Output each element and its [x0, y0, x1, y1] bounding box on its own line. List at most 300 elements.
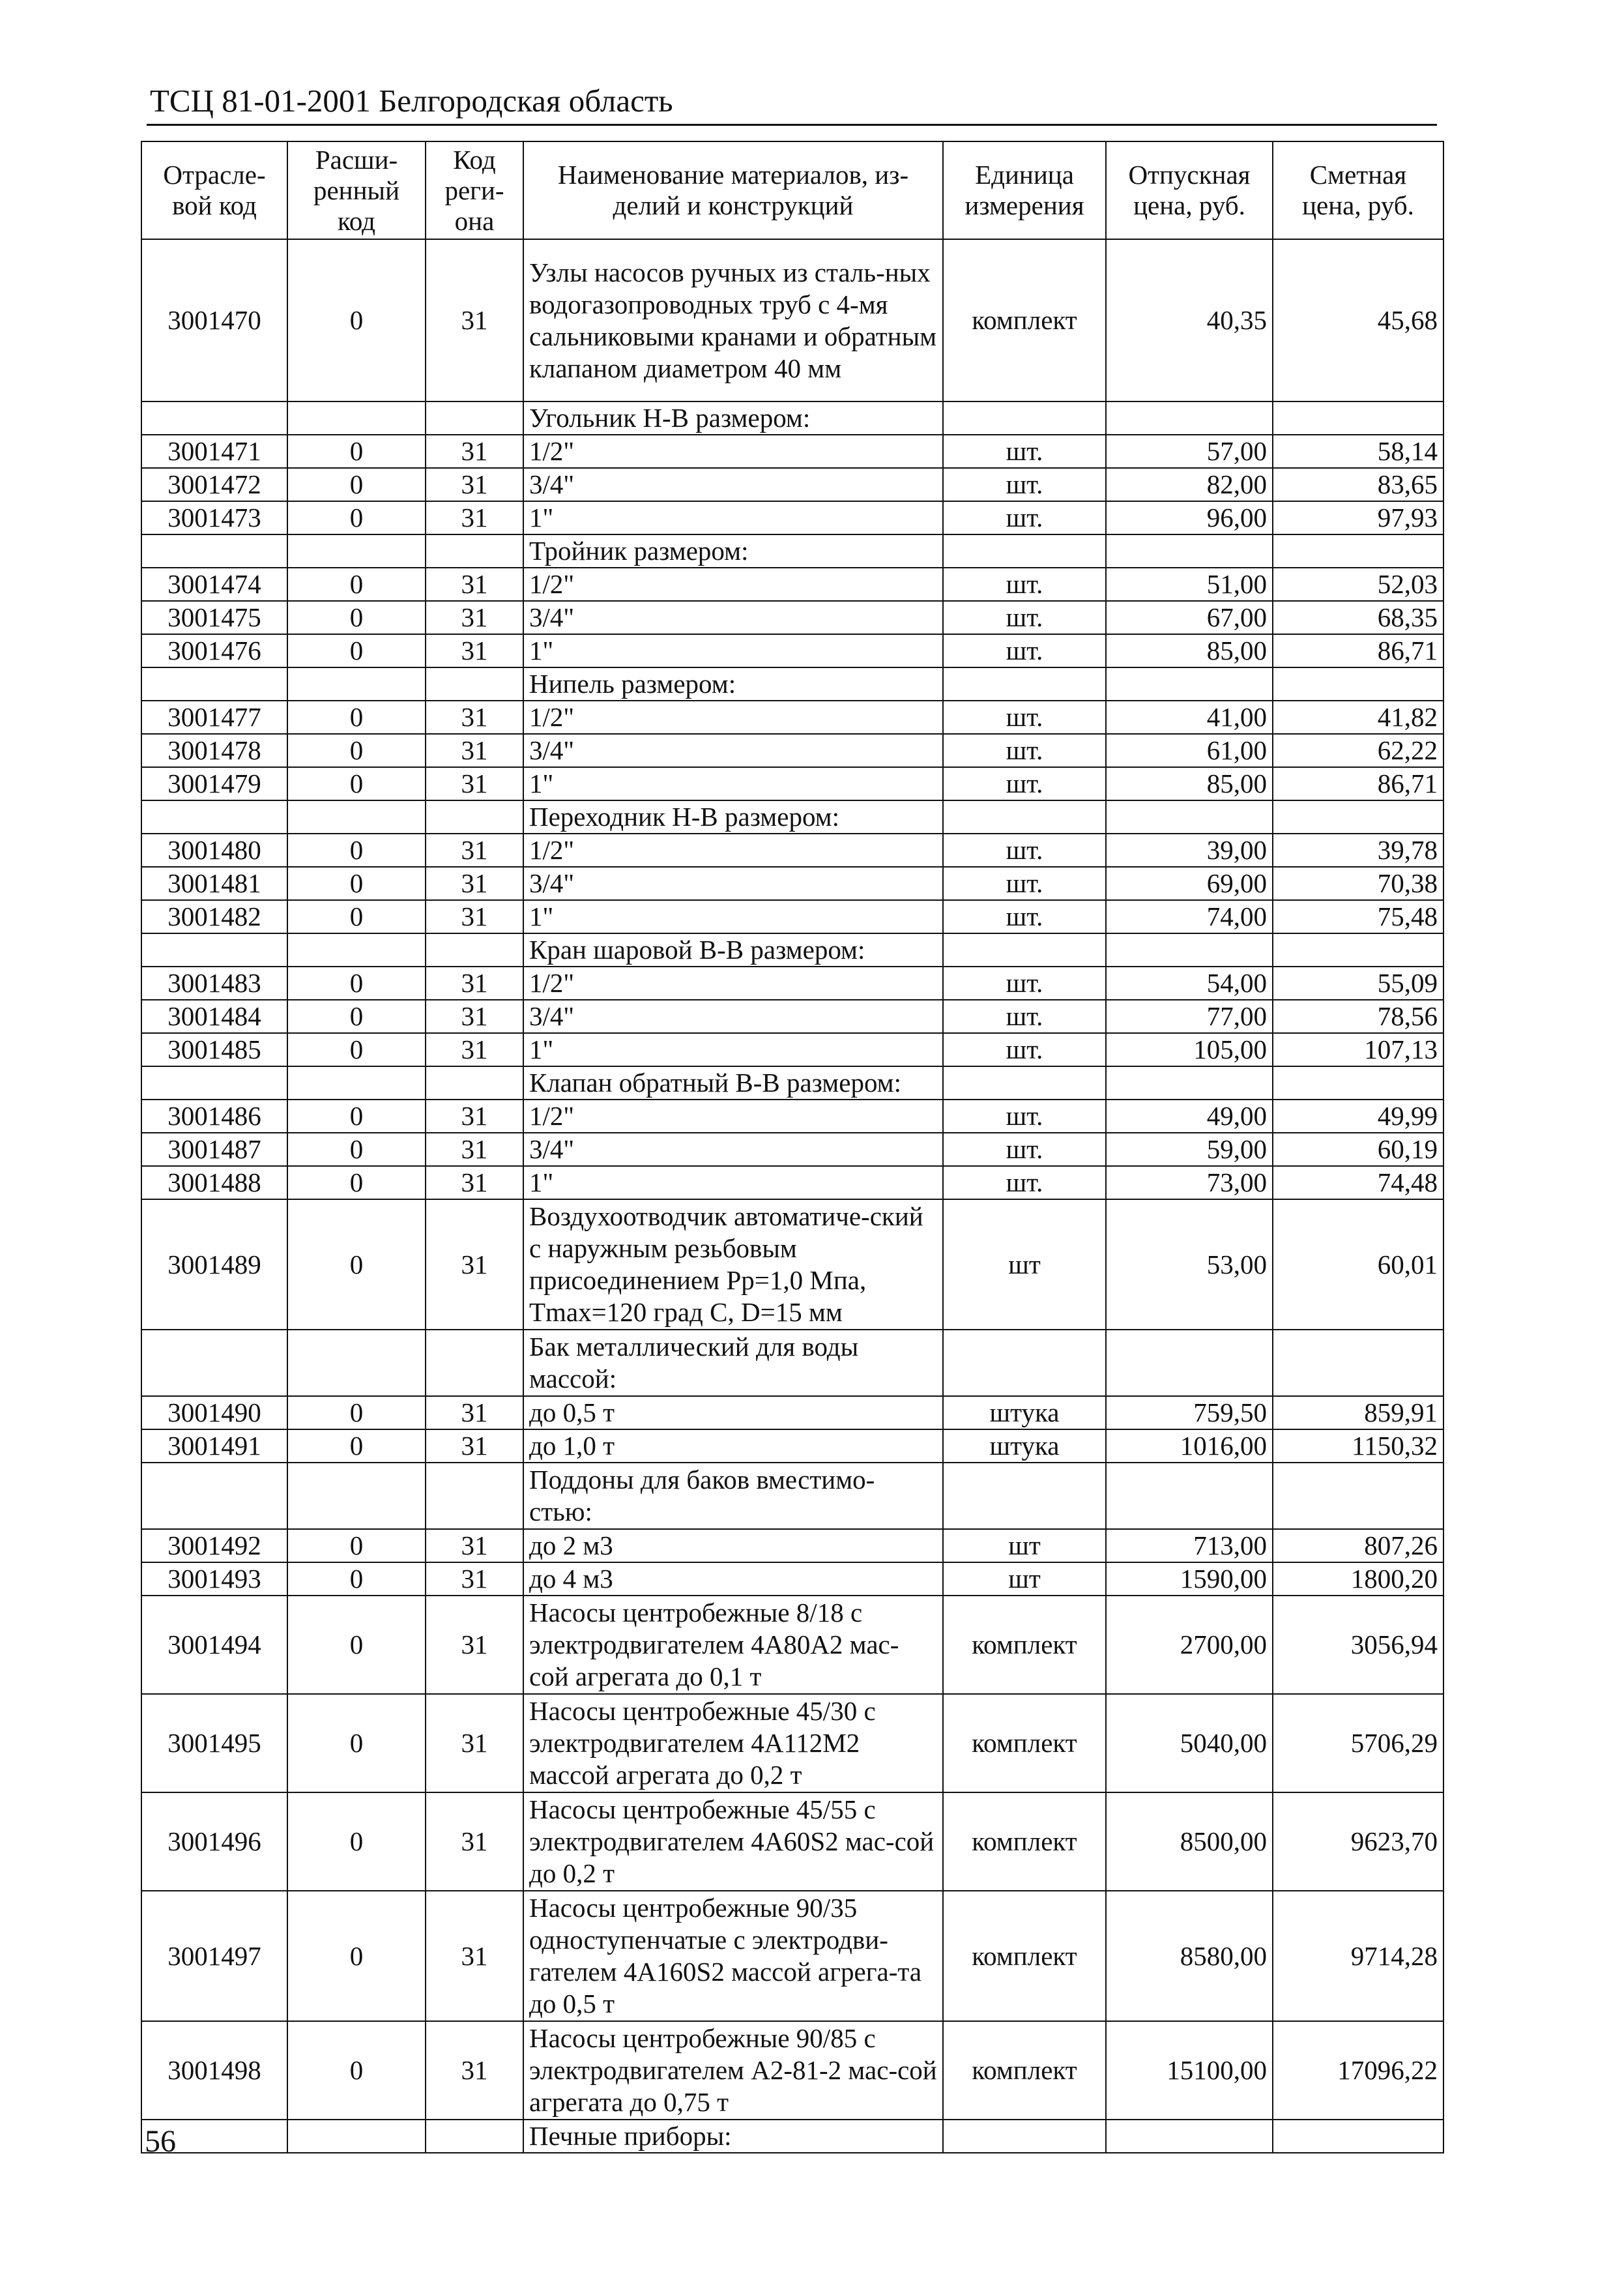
table-row — [141, 601, 1443, 634]
price-table — [141, 141, 1444, 2153]
page-number: 56 — [145, 2124, 176, 2159]
group-heading-row — [141, 933, 1443, 967]
table-row — [141, 1133, 1443, 1166]
material-name-cell: до 0,5 т — [523, 1396, 943, 1429]
unit-cell: шт. — [943, 767, 1106, 800]
region-code-cell: 31 — [426, 1033, 523, 1066]
region-code-cell: 31 — [426, 2021, 523, 2120]
release-price-cell: 61,00 — [1106, 734, 1273, 767]
unit-cell: штука — [943, 1396, 1106, 1429]
table-row — [141, 2021, 1443, 2120]
estimate-price-cell: 62,22 — [1273, 734, 1443, 767]
empty-cell — [426, 1463, 523, 1529]
release-price-cell: 82,00 — [1106, 468, 1273, 501]
empty-cell — [287, 1463, 426, 1529]
extended-code-cell: 0 — [287, 468, 426, 501]
industry-code-cell: 3001491 — [141, 1429, 287, 1463]
extended-code-cell: 0 — [287, 1596, 426, 1694]
group-heading: Нипель размером: — [523, 667, 943, 701]
group-heading-row — [141, 800, 1443, 834]
industry-code-cell: 3001475 — [141, 601, 287, 634]
industry-code-cell: 3001483 — [141, 967, 287, 1000]
estimate-price-cell: 68,35 — [1273, 601, 1443, 634]
table-row — [141, 967, 1443, 1000]
empty-cell — [1106, 401, 1273, 435]
table-row — [141, 1529, 1443, 1562]
material-name-cell: 3/4" — [523, 468, 943, 501]
extended-code-cell: 0 — [287, 568, 426, 601]
empty-cell — [943, 2120, 1106, 2153]
release-price-cell: 1590,00 — [1106, 1562, 1273, 1596]
empty-cell — [1273, 1463, 1443, 1529]
industry-code-cell: 3001487 — [141, 1133, 287, 1166]
material-name-cell: 1/2" — [523, 834, 943, 867]
industry-code-cell: 3001481 — [141, 867, 287, 900]
empty-cell — [287, 534, 426, 568]
material-name-cell: 1/2" — [523, 967, 943, 1000]
empty-cell — [1106, 800, 1273, 834]
unit-cell: шт. — [943, 1166, 1106, 1199]
release-price-cell: 15100,00 — [1106, 2021, 1273, 2120]
material-name-cell: 1" — [523, 1166, 943, 1199]
group-heading: Угольник Н-В размером: — [523, 401, 943, 435]
region-code-cell: 31 — [426, 239, 523, 401]
estimate-price-cell: 60,19 — [1273, 1133, 1443, 1166]
material-name-cell: 1/2" — [523, 568, 943, 601]
industry-code-cell: 3001472 — [141, 468, 287, 501]
empty-cell — [287, 1330, 426, 1396]
region-code-cell: 31 — [426, 1396, 523, 1429]
table-row — [141, 568, 1443, 601]
empty-cell — [141, 1330, 287, 1396]
unit-cell: шт. — [943, 568, 1106, 601]
unit-cell: комплект — [943, 1694, 1106, 1792]
region-code-cell: 31 — [426, 1166, 523, 1199]
industry-code-cell: 3001488 — [141, 1166, 287, 1199]
empty-cell — [1273, 800, 1443, 834]
empty-cell — [1106, 2120, 1273, 2153]
release-price-cell: 54,00 — [1106, 967, 1273, 1000]
extended-code-cell: 0 — [287, 834, 426, 867]
table-row — [141, 834, 1443, 867]
estimate-price-cell: 9623,70 — [1273, 1792, 1443, 1891]
estimate-price-cell: 807,26 — [1273, 1529, 1443, 1562]
table-row — [141, 1166, 1443, 1199]
estimate-price-cell: 78,56 — [1273, 1000, 1443, 1033]
extended-code-cell: 0 — [287, 1100, 426, 1133]
unit-cell: шт. — [943, 1133, 1106, 1166]
estimate-price-cell: 859,91 — [1273, 1396, 1443, 1429]
table-row — [141, 767, 1443, 800]
table-row — [141, 1694, 1443, 1792]
region-code-cell: 31 — [426, 867, 523, 900]
material-name-cell: 1" — [523, 634, 943, 667]
region-code-cell: 31 — [426, 1133, 523, 1166]
unit-cell: шт. — [943, 1033, 1106, 1066]
unit-cell: шт. — [943, 967, 1106, 1000]
extended-code-cell: 0 — [287, 1133, 426, 1166]
release-price-cell: 8580,00 — [1106, 1891, 1273, 2021]
empty-cell — [287, 667, 426, 701]
empty-cell — [426, 534, 523, 568]
table-row — [141, 734, 1443, 767]
release-price-cell: 105,00 — [1106, 1033, 1273, 1066]
group-heading: Кран шаровой В-В размером: — [523, 933, 943, 967]
release-price-cell: 49,00 — [1106, 1100, 1273, 1133]
table-row — [141, 900, 1443, 933]
empty-cell — [141, 800, 287, 834]
extended-code-cell: 0 — [287, 2021, 426, 2120]
material-name-cell: 1/2" — [523, 435, 943, 468]
material-name-cell: 3/4" — [523, 601, 943, 634]
industry-code-cell: 3001476 — [141, 634, 287, 667]
release-price-cell: 2700,00 — [1106, 1596, 1273, 1694]
estimate-price-cell: 3056,94 — [1273, 1596, 1443, 1694]
industry-code-cell: 3001486 — [141, 1100, 287, 1133]
table-row — [141, 1033, 1443, 1066]
empty-cell — [943, 1463, 1106, 1529]
column-header-release-price: Отпускная цена, руб. — [1106, 141, 1273, 239]
group-heading-row — [141, 401, 1443, 435]
extended-code-cell: 0 — [287, 1429, 426, 1463]
region-code-cell: 31 — [426, 634, 523, 667]
empty-cell — [426, 2120, 523, 2153]
unit-cell: шт. — [943, 1000, 1106, 1033]
table-row — [141, 1792, 1443, 1891]
unit-cell: шт. — [943, 734, 1106, 767]
region-code-cell: 31 — [426, 1792, 523, 1891]
unit-cell: комплект — [943, 1792, 1106, 1891]
empty-cell — [943, 1066, 1106, 1100]
extended-code-cell: 0 — [287, 435, 426, 468]
extended-code-cell: 0 — [287, 1396, 426, 1429]
estimate-price-cell: 58,14 — [1273, 435, 1443, 468]
empty-cell — [426, 933, 523, 967]
unit-cell: шт. — [943, 435, 1106, 468]
extended-code-cell: 0 — [287, 239, 426, 401]
industry-code-cell: 3001496 — [141, 1792, 287, 1891]
group-heading: Печные приборы: — [523, 2120, 943, 2153]
release-price-cell: 96,00 — [1106, 501, 1273, 534]
empty-cell — [287, 2120, 426, 2153]
industry-code-cell: 3001484 — [141, 1000, 287, 1033]
empty-cell — [141, 667, 287, 701]
unit-cell: шт — [943, 1199, 1106, 1330]
extended-code-cell: 0 — [287, 967, 426, 1000]
industry-code-cell: 3001477 — [141, 701, 287, 734]
estimate-price-cell: 39,78 — [1273, 834, 1443, 867]
extended-code-cell: 0 — [287, 1166, 426, 1199]
column-header-unit: Единица измерения — [943, 141, 1106, 239]
empty-cell — [141, 933, 287, 967]
table-row — [141, 634, 1443, 667]
table-row — [141, 1429, 1443, 1463]
industry-code-cell: 3001497 — [141, 1891, 287, 2021]
unit-cell: комплект — [943, 2021, 1106, 2120]
estimate-price-cell: 45,68 — [1273, 239, 1443, 401]
page-header — [147, 77, 1437, 126]
unit-cell: шт. — [943, 634, 1106, 667]
empty-cell — [1106, 667, 1273, 701]
industry-code-cell: 3001492 — [141, 1529, 287, 1562]
unit-cell: комплект — [943, 1596, 1106, 1694]
empty-cell — [426, 401, 523, 435]
unit-cell: шт. — [943, 1100, 1106, 1133]
empty-cell — [141, 401, 287, 435]
release-price-cell: 40,35 — [1106, 239, 1273, 401]
empty-cell — [943, 667, 1106, 701]
extended-code-cell: 0 — [287, 867, 426, 900]
region-code-cell: 31 — [426, 1199, 523, 1330]
empty-cell — [1106, 534, 1273, 568]
material-name-cell: 3/4" — [523, 734, 943, 767]
extended-code-cell: 0 — [287, 1000, 426, 1033]
table-row — [141, 867, 1443, 900]
empty-cell — [426, 1066, 523, 1100]
unit-cell: шт. — [943, 867, 1106, 900]
empty-cell — [141, 534, 287, 568]
group-heading-row — [141, 1330, 1443, 1396]
region-code-cell: 31 — [426, 435, 523, 468]
table-row — [141, 1000, 1443, 1033]
release-price-cell: 5040,00 — [1106, 1694, 1273, 1792]
region-code-cell: 31 — [426, 967, 523, 1000]
material-name-cell: 1" — [523, 767, 943, 800]
unit-cell: шт. — [943, 501, 1106, 534]
table-row — [141, 501, 1443, 534]
material-name-cell: Насосы центробежные 8/18 с электродвигателем 4А80А2 мас-сой агрегата до 0,1 т — [523, 1596, 943, 1694]
unit-cell: шт — [943, 1529, 1106, 1562]
unit-cell: шт. — [943, 701, 1106, 734]
empty-cell — [943, 1330, 1106, 1396]
industry-code-cell: 3001489 — [141, 1199, 287, 1330]
industry-code-cell: 3001470 — [141, 239, 287, 401]
industry-code-cell: 3001490 — [141, 1396, 287, 1429]
table-body — [141, 239, 1443, 2153]
industry-code-cell: 3001495 — [141, 1694, 287, 1792]
material-name-cell: 3/4" — [523, 867, 943, 900]
release-price-cell: 51,00 — [1106, 568, 1273, 601]
material-name-cell: 1/2" — [523, 701, 943, 734]
extended-code-cell: 0 — [287, 1562, 426, 1596]
material-name-cell: до 2 м3 — [523, 1529, 943, 1562]
estimate-price-cell: 74,48 — [1273, 1166, 1443, 1199]
empty-cell — [287, 401, 426, 435]
column-header-extended-code: Расши-ренный код — [287, 141, 426, 239]
release-price-cell: 85,00 — [1106, 767, 1273, 800]
extended-code-cell: 0 — [287, 1529, 426, 1562]
empty-cell — [426, 667, 523, 701]
industry-code-cell: 3001471 — [141, 435, 287, 468]
estimate-price-cell: 107,13 — [1273, 1033, 1443, 1066]
region-code-cell: 31 — [426, 1429, 523, 1463]
empty-cell — [1273, 2120, 1443, 2153]
table-row — [141, 468, 1443, 501]
extended-code-cell: 0 — [287, 1891, 426, 2021]
empty-cell — [287, 933, 426, 967]
group-heading: Поддоны для баков вместимо-стью: — [523, 1463, 943, 1529]
region-code-cell: 31 — [426, 1529, 523, 1562]
estimate-price-cell: 75,48 — [1273, 900, 1443, 933]
release-price-cell: 1016,00 — [1106, 1429, 1273, 1463]
industry-code-cell: 3001498 — [141, 2021, 287, 2120]
material-name-cell: до 1,0 т — [523, 1429, 943, 1463]
group-heading-row — [141, 534, 1443, 568]
empty-cell — [1106, 1066, 1273, 1100]
release-price-cell: 67,00 — [1106, 601, 1273, 634]
empty-cell — [1273, 401, 1443, 435]
empty-cell — [943, 401, 1106, 435]
column-header-industry-code: Отрасле-вой код — [141, 141, 287, 239]
estimate-price-cell: 17096,22 — [1273, 2021, 1443, 2120]
column-header-estimate-price: Сметная цена, руб. — [1273, 141, 1443, 239]
document-title: ТСЦ 81-01-2001 Белгородская область — [150, 83, 673, 119]
unit-cell: комплект — [943, 239, 1106, 401]
empty-cell — [141, 1463, 287, 1529]
material-name-cell: Насосы центробежные 90/35 одноступенчатые с электродви-гателем 4А160S2 массой агрега-та до 0,5 т — [523, 1891, 943, 2021]
extended-code-cell: 0 — [287, 1033, 426, 1066]
release-price-cell: 73,00 — [1106, 1166, 1273, 1199]
group-heading-row — [141, 2120, 1443, 2153]
material-name-cell: Насосы центробежные 90/85 с электродвигателем А2-81-2 мас-сой агрегата до 0,75 т — [523, 2021, 943, 2120]
extended-code-cell: 0 — [287, 634, 426, 667]
material-name-cell: Насосы центробежные 45/55 с электродвигателем 4А60S2 мас-сой до 0,2 т — [523, 1792, 943, 1891]
material-name-cell: 1" — [523, 501, 943, 534]
empty-cell — [1273, 1066, 1443, 1100]
empty-cell — [287, 1066, 426, 1100]
release-price-cell: 74,00 — [1106, 900, 1273, 933]
group-heading-row — [141, 667, 1443, 701]
table-row — [141, 1396, 1443, 1429]
group-heading: Бак металлический для воды массой: — [523, 1330, 943, 1396]
empty-cell — [943, 800, 1106, 834]
region-code-cell: 31 — [426, 601, 523, 634]
release-price-cell: 713,00 — [1106, 1529, 1273, 1562]
region-code-cell: 31 — [426, 1596, 523, 1694]
release-price-cell: 77,00 — [1106, 1000, 1273, 1033]
estimate-price-cell: 1800,20 — [1273, 1562, 1443, 1596]
column-header-region-code: Код реги-она — [426, 141, 523, 239]
material-name-cell: Насосы центробежные 45/30 с электродвигателем 4А112М2 массой агрегата до 0,2 т — [523, 1694, 943, 1792]
extended-code-cell: 0 — [287, 734, 426, 767]
release-price-cell: 57,00 — [1106, 435, 1273, 468]
group-heading-row — [141, 1463, 1443, 1529]
empty-cell — [426, 1330, 523, 1396]
table-row — [141, 1891, 1443, 2021]
industry-code-cell: 3001473 — [141, 501, 287, 534]
release-price-cell: 8500,00 — [1106, 1792, 1273, 1891]
table-row — [141, 701, 1443, 734]
group-heading: Переходник Н-В размером: — [523, 800, 943, 834]
region-code-cell: 31 — [426, 900, 523, 933]
extended-code-cell: 0 — [287, 900, 426, 933]
empty-cell — [1106, 933, 1273, 967]
release-price-cell: 69,00 — [1106, 867, 1273, 900]
estimate-price-cell: 1150,32 — [1273, 1429, 1443, 1463]
table-row — [141, 1562, 1443, 1596]
group-heading-row — [141, 1066, 1443, 1100]
unit-cell: шт. — [943, 601, 1106, 634]
estimate-price-cell: 70,38 — [1273, 867, 1443, 900]
region-code-cell: 31 — [426, 1100, 523, 1133]
group-heading: Тройник размером: — [523, 534, 943, 568]
region-code-cell: 31 — [426, 468, 523, 501]
industry-code-cell: 3001474 — [141, 568, 287, 601]
table-header-row — [141, 141, 1443, 239]
industry-code-cell: 3001482 — [141, 900, 287, 933]
empty-cell — [1106, 1330, 1273, 1396]
region-code-cell: 31 — [426, 568, 523, 601]
industry-code-cell: 3001480 — [141, 834, 287, 867]
region-code-cell: 31 — [426, 1000, 523, 1033]
extended-code-cell: 0 — [287, 1199, 426, 1330]
table-row — [141, 1596, 1443, 1694]
extended-code-cell: 0 — [287, 1694, 426, 1792]
estimate-price-cell: 86,71 — [1273, 634, 1443, 667]
industry-code-cell: 3001493 — [141, 1562, 287, 1596]
region-code-cell: 31 — [426, 501, 523, 534]
release-price-cell: 41,00 — [1106, 701, 1273, 734]
release-price-cell: 59,00 — [1106, 1133, 1273, 1166]
unit-cell: штука — [943, 1429, 1106, 1463]
table-row — [141, 239, 1443, 401]
unit-cell: комплект — [943, 1891, 1106, 2021]
region-code-cell: 31 — [426, 1562, 523, 1596]
unit-cell: шт. — [943, 468, 1106, 501]
empty-cell — [1273, 667, 1443, 701]
industry-code-cell: 3001494 — [141, 1596, 287, 1694]
empty-cell — [287, 800, 426, 834]
table-row — [141, 1100, 1443, 1133]
estimate-price-cell: 41,82 — [1273, 701, 1443, 734]
estimate-price-cell: 60,01 — [1273, 1199, 1443, 1330]
unit-cell: шт — [943, 1562, 1106, 1596]
empty-cell — [1273, 1330, 1443, 1396]
region-code-cell: 31 — [426, 701, 523, 734]
empty-cell — [943, 534, 1106, 568]
release-price-cell: 759,50 — [1106, 1396, 1273, 1429]
group-heading: Клапан обратный В-В размером: — [523, 1066, 943, 1100]
region-code-cell: 31 — [426, 1891, 523, 2021]
region-code-cell: 31 — [426, 1694, 523, 1792]
industry-code-cell: 3001479 — [141, 767, 287, 800]
extended-code-cell: 0 — [287, 767, 426, 800]
estimate-price-cell: 55,09 — [1273, 967, 1443, 1000]
empty-cell — [943, 933, 1106, 967]
industry-code-cell: 3001485 — [141, 1033, 287, 1066]
extended-code-cell: 0 — [287, 501, 426, 534]
industry-code-cell: 3001478 — [141, 734, 287, 767]
release-price-cell: 39,00 — [1106, 834, 1273, 867]
extended-code-cell: 0 — [287, 601, 426, 634]
region-code-cell: 31 — [426, 767, 523, 800]
release-price-cell: 85,00 — [1106, 634, 1273, 667]
estimate-price-cell: 5706,29 — [1273, 1694, 1443, 1792]
estimate-price-cell: 52,03 — [1273, 568, 1443, 601]
extended-code-cell: 0 — [287, 1792, 426, 1891]
estimate-price-cell: 9714,28 — [1273, 1891, 1443, 2021]
unit-cell: шт. — [943, 900, 1106, 933]
estimate-price-cell: 97,93 — [1273, 501, 1443, 534]
column-header-material-name: Наименование материалов, из-делий и конструкций — [523, 141, 943, 239]
table-row — [141, 1199, 1443, 1330]
estimate-price-cell: 49,99 — [1273, 1100, 1443, 1133]
empty-cell — [141, 1066, 287, 1100]
material-name-cell: 1" — [523, 900, 943, 933]
material-name-cell: 1" — [523, 1033, 943, 1066]
empty-cell — [1273, 534, 1443, 568]
extended-code-cell: 0 — [287, 701, 426, 734]
